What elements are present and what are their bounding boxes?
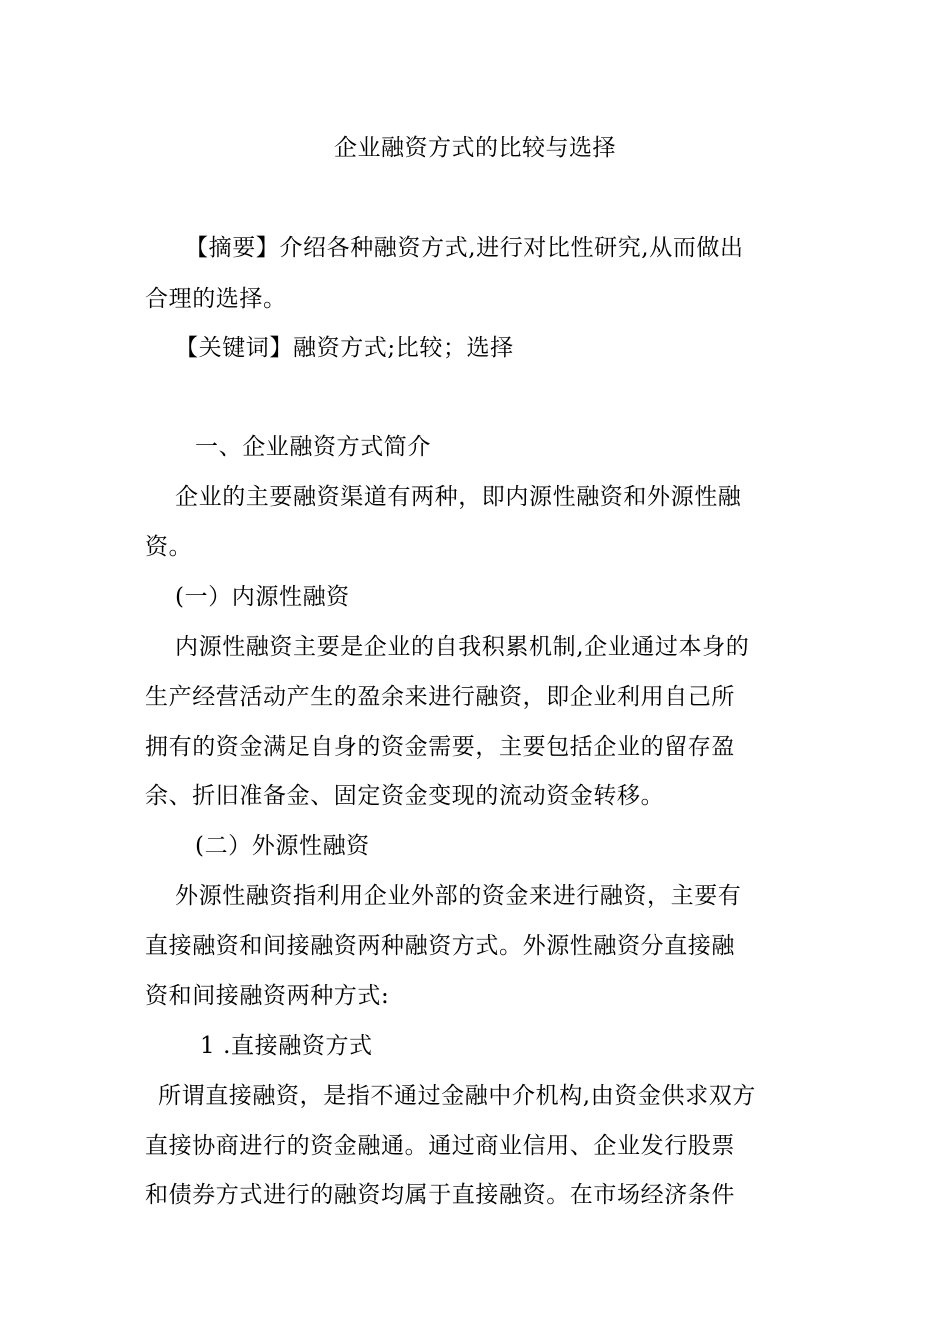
paragraph-line: 资和间接融资两种方式: xyxy=(145,983,390,1009)
paragraph-line: 生产经营活动产生的盈余来进行融资，即企业利用自己所 xyxy=(145,684,735,710)
document-title: 企业融资方式的比较与选择 xyxy=(334,135,616,161)
abstract-line: 【摘要】介绍各种融资方式,进行对比性研究,从而做出 xyxy=(185,235,744,261)
abstract-line: 合理的选择。 xyxy=(145,286,287,312)
paragraph-line: 余、折旧准备金、固定资金变现的流动资金转移。 xyxy=(145,783,665,809)
paragraph-line: 内源性融资主要是企业的自我积累机制,企业通过本身的 xyxy=(175,634,750,660)
paragraph-line: 拥有的资金满足自身的资金需要，主要包括企业的留存盈 xyxy=(145,734,735,760)
item-heading: 1 .直接融资方式 xyxy=(200,1033,373,1059)
paragraph-line: 直接协商进行的资金融通。通过商业信用、企业发行股票 xyxy=(145,1133,735,1159)
paragraph-line: 和债券方式进行的融资均属于直接融资。在市场经济条件 xyxy=(145,1182,735,1208)
paragraph-line: 所谓直接融资，是指不通过金融中介机构,由资金供求双方 xyxy=(158,1083,756,1109)
keywords-line: 【关键词】融资方式;比较；选择 xyxy=(175,335,514,361)
section-heading: 一、企业融资方式简介 xyxy=(195,434,431,460)
paragraph-line: 直接融资和间接融资两种融资方式。外源性融资分直接融 xyxy=(145,933,735,959)
subsection-heading: (一）内源性融资 xyxy=(175,584,350,610)
paragraph-line: 企业的主要融资渠道有两种，即内源性融资和外源性融 xyxy=(175,484,742,510)
subsection-heading: (二）外源性融资 xyxy=(195,833,370,859)
paragraph-line: 外源性融资指利用企业外部的资金来进行融资，主要有 xyxy=(175,883,742,909)
paragraph-line: 资。 xyxy=(145,534,193,560)
